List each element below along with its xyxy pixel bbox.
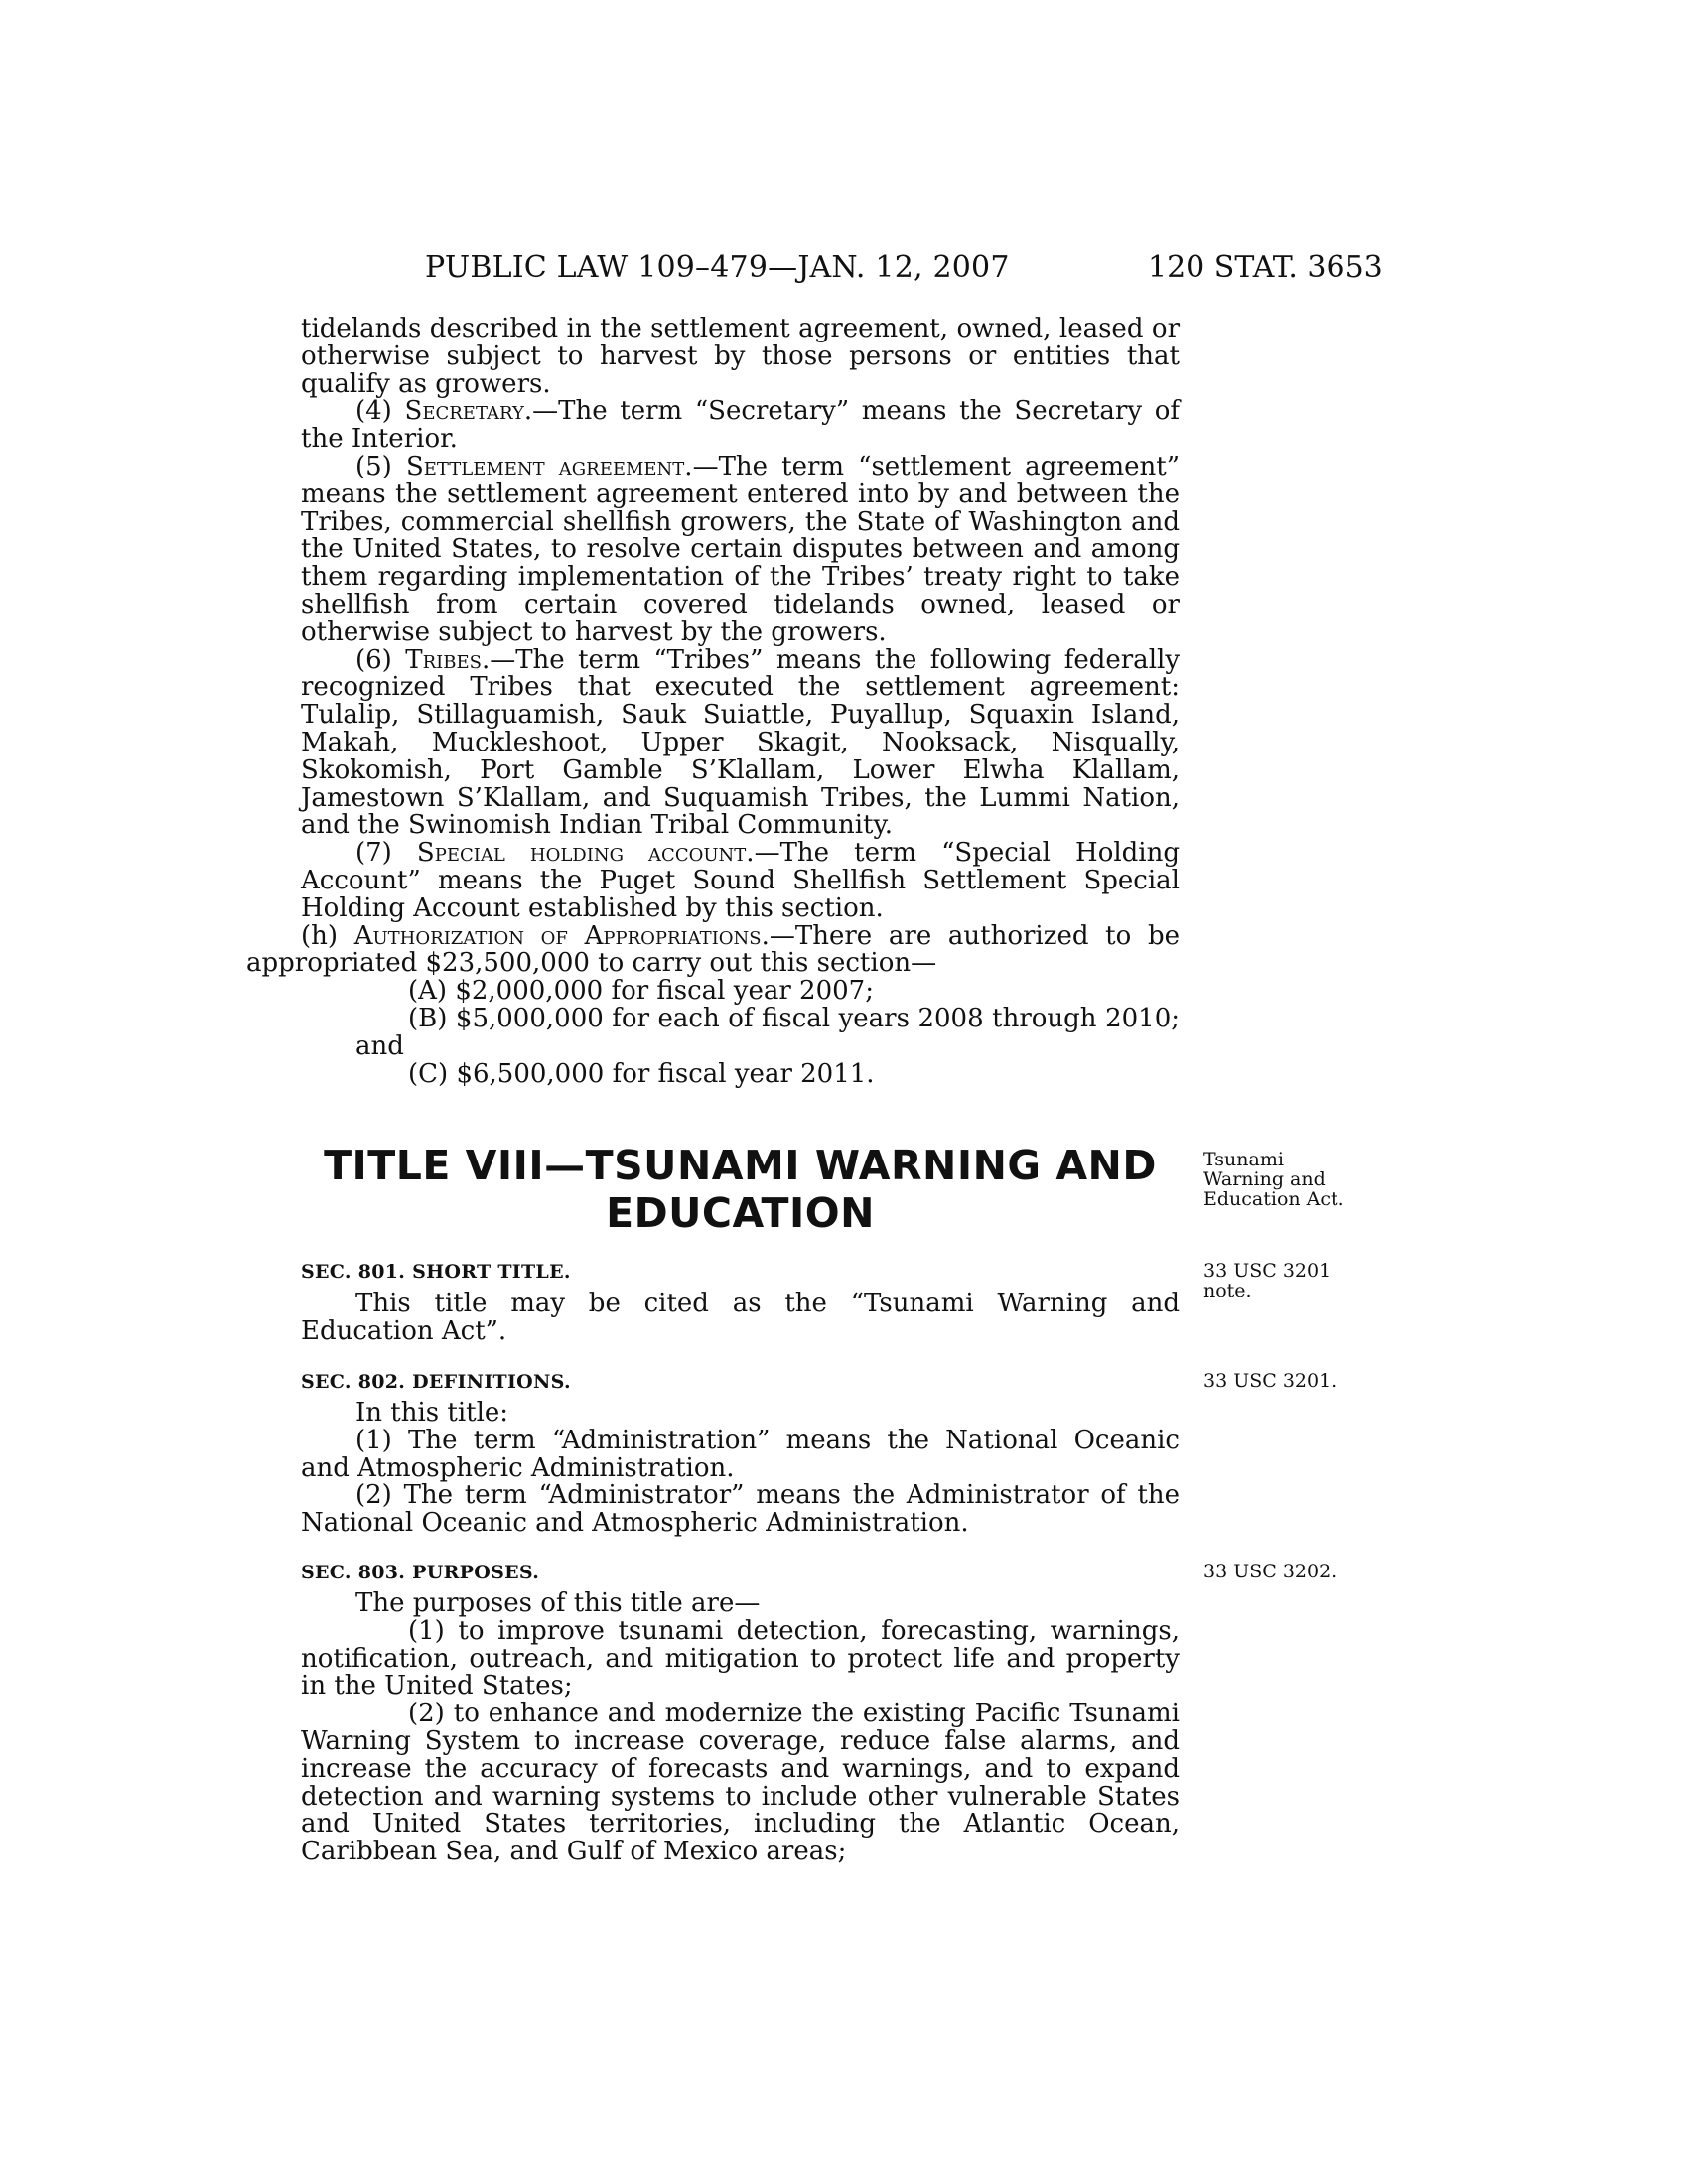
definitions-intro: In this title: [355, 1398, 509, 1428]
subsection-text: —There are authorized to be appropriated $23,500,000 to carry out this section— [246, 920, 1180, 979]
short-title-text: This title may be cited as the “Tsunami Warning and Education Act”. [301, 1289, 1180, 1346]
definition-text: —The term “Special Holding Account” means the Puget Sound Shellfish Settlement Special Holding Account established by this section. [301, 838, 1181, 923]
running-header-title: PUBLIC LAW 109–479—JAN. 12, 2007 [425, 250, 1010, 285]
margin-note-801: 33 USC 3201 note. [1203, 1260, 1332, 1301]
appropriation-a: (A) $2,000,000 for fiscal year 2007; [408, 976, 874, 1007]
section-801-body [301, 1291, 1180, 1346]
item-number: (4) [355, 396, 405, 427]
definition-settlement-agreement [301, 451, 1180, 647]
definition-administration: (1) The term “Administration” means the National Oceanic and Atmospheric Administration. [301, 1425, 1180, 1483]
section-803-body [301, 1590, 1180, 1866]
title-line-1: TITLE VIII—TSUNAMI WARNING AND [324, 1142, 1157, 1189]
section-heading-803: SEC. 803. PURPOSES. [301, 1562, 540, 1583]
defined-term: Tribes. [405, 644, 491, 675]
purpose-1: (1) to improve tsunami detection, forecasting, warnings, notification, outreach, and mitigation to protect life and property in the United States; [301, 1615, 1180, 1702]
appropriation-c: (C) $6,500,000 for fiscal year 2011. [408, 1058, 875, 1089]
definition-tribes [301, 644, 1181, 841]
stat-page-number: 120 STAT. 3653 [1148, 250, 1383, 285]
item-number: (6) [355, 644, 406, 675]
body-top [246, 314, 1181, 1089]
purposes-intro: The purposes of this title are— [355, 1588, 761, 1618]
definition-special-holding-account [301, 840, 1180, 922]
title-line-2: EDUCATION [606, 1189, 875, 1237]
definition-text: —The term “Secretary” means the Secretary of the Interior. [301, 396, 1181, 455]
item-number: (h) [301, 920, 354, 951]
definition-text: —The term “Tribes” means the following federally recognized Tribes that executed the settlement agreement: Tulalip, Stillaguamish, Sauk Suiattle, Puyallup, Squaxin Island, Makah, Muckleshoot, Upper Skagit, Nooksack, Nisqually, Skokomish, Port Gamble S’Klallam, Lower Elwha Klallam, Jamestown S’Klallam, and Suquamish Tribes, the Lummi Nation, and the Swinomish Indian Tribal Community. [301, 644, 1181, 841]
item-number: (7) [355, 838, 417, 869]
margin-note-802: 33 USC 3201. [1203, 1370, 1337, 1392]
subsection-h [246, 920, 1180, 979]
subsection-heading: Authorization of Appropriations. [353, 920, 770, 951]
section-heading-802: SEC. 802. DEFINITIONS. [301, 1371, 571, 1393]
margin-note-act-name: Tsunami Warning and Education Act. [1203, 1149, 1344, 1210]
defined-term: Special holding account. [416, 838, 755, 869]
title-heading [301, 1142, 1180, 1237]
definition-secretary [301, 398, 1180, 454]
definition-text: —The term “settlement agreement” means the settlement agreement entered into by and between the Tribes, commercial shellfish growers, the State of Washington and the United States, to resolve certain disputes between and among them regarding implementation of the Tribes’ treaty right to take shellfish from certain covered tidelands owned, leased or otherwise subject to harvest by the growers. [301, 451, 1180, 647]
appropriation-b: (B) $5,000,000 for each of fiscal years 2008 through 2010; and [355, 1003, 1180, 1061]
definition-administrator: (2) The term “Administrator” means the Administrator of the National Oceanic and Atmospheric Administration. [301, 1480, 1180, 1539]
margin-note-803: 33 USC 3202. [1203, 1561, 1337, 1582]
section-heading-801: SEC. 801. SHORT TITLE. [301, 1261, 571, 1283]
defined-term: Secretary. [404, 396, 533, 427]
paragraph-continuation: tidelands described in the settlement agreement, owned, leased or otherwise subject to harvest by those persons or entities that qualify as growers. [301, 314, 1180, 399]
defined-term: Settlement agreement. [405, 451, 693, 481]
section-802-body [301, 1400, 1180, 1538]
item-number: (5) [355, 451, 406, 481]
purpose-2: (2) to enhance and modernize the existing Pacific Tsunami Warning System to increase coverage, reduce false alarms, and increase the accuracy of forecasts and warnings, and to expand detection and warning systems to include other vulnerable States and United States territories, including the Atlantic Ocean, Caribbean Sea, and Gulf of Mexico areas; [301, 1699, 1180, 1867]
